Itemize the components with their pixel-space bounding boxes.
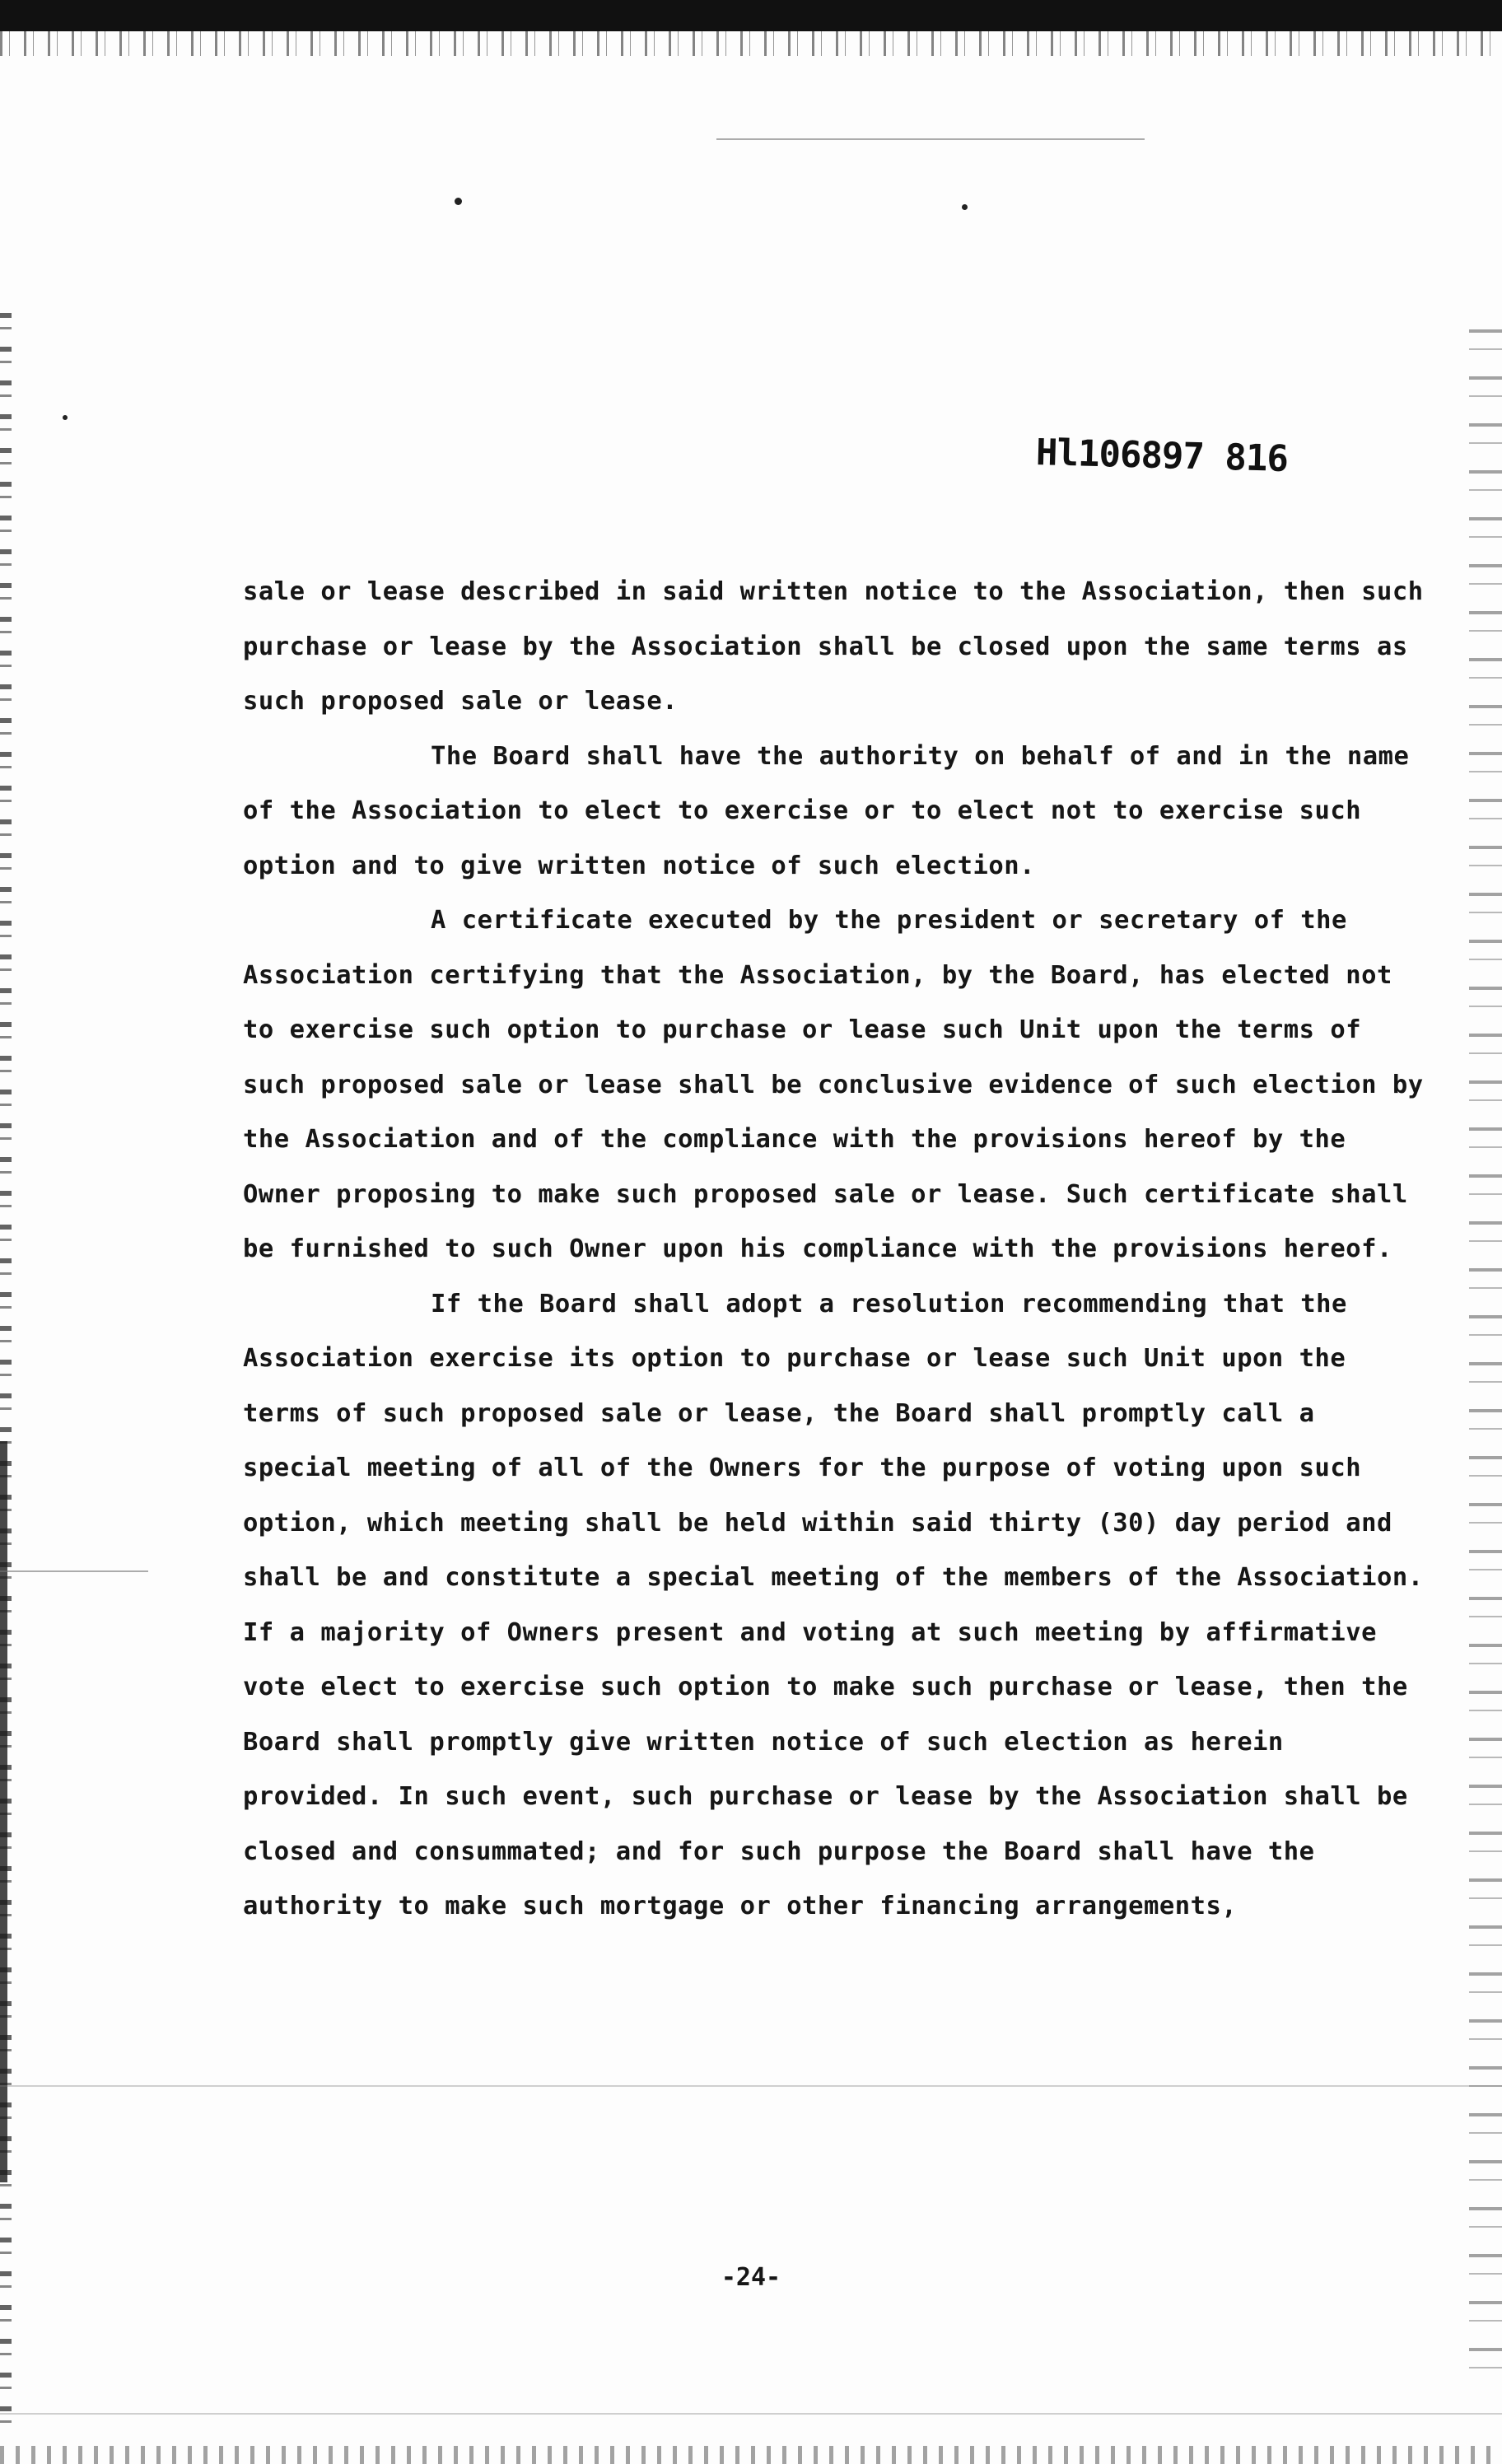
scan-edge-top	[0, 0, 1502, 31]
paragraph-3: A certificate executed by the president or secretary of the Association certifying that the Association, by the Board, has elected not to exercise such option to purchase or lease such Unit upon the terms of such proposed sale or lease shall be conclusive evidence of such election by the Association and of the compliance with the provisions hereof by the Owner proposing to make such proposed sale or lease. Such certificate shall be furnished to such Owner upon his compliance with the provisions hereof.	[243, 906, 1439, 1263]
paragraph-1: sale or lease described in said written notice to the Association, then such purchase or lease by the Association shall be closed upon the same terms as such proposed sale or lease.	[243, 577, 1439, 716]
page-number: -24-	[721, 2263, 781, 2292]
scan-speck	[962, 204, 968, 210]
scan-rule	[716, 138, 1145, 140]
scan-rule	[0, 1570, 148, 1572]
body-text	[243, 565, 1437, 1934]
scan-speck	[63, 415, 68, 420]
scan-rule	[0, 2085, 1502, 2087]
scan-edge-bottom	[0, 2446, 1502, 2464]
scan-noise-top	[0, 31, 1502, 56]
paragraph-2: The Board shall have the authority on behalf of and in the name of the Association to elect to exercise or to elect not to exercise such option and to give written notice of such election.	[243, 741, 1425, 880]
scan-edge-right	[1469, 329, 1502, 2388]
scan-speck	[455, 198, 462, 205]
paragraph-4: If the Board shall adopt a resolution recommending that the Association exercise its option to purchase or lease such Unit upon the terms of such proposed sale or lease, the Board shall promptly call a special meeting of all of the Owners for the purpose of voting upon such option, which meeting shall be held within said thirty (30) day period and shall be and constitute a special meeting of the members of the Association. If a majority of Owners present and voting at such meeting by affirmative vote elect to exercise such option to make such purchase or lease, then the Board shall promptly give written notice of such election as herein provided. In such event, such purchase or lease by the Association shall be closed and consummated; and for such purpose the Board shall have the authority to make such mortgage or other financing arrangements,	[243, 1289, 1439, 1920]
scan-rule	[0, 2413, 1502, 2415]
scan-edge-left-dark	[0, 1441, 7, 2182]
document-number-stamp: Hl106897 816	[1035, 432, 1289, 480]
